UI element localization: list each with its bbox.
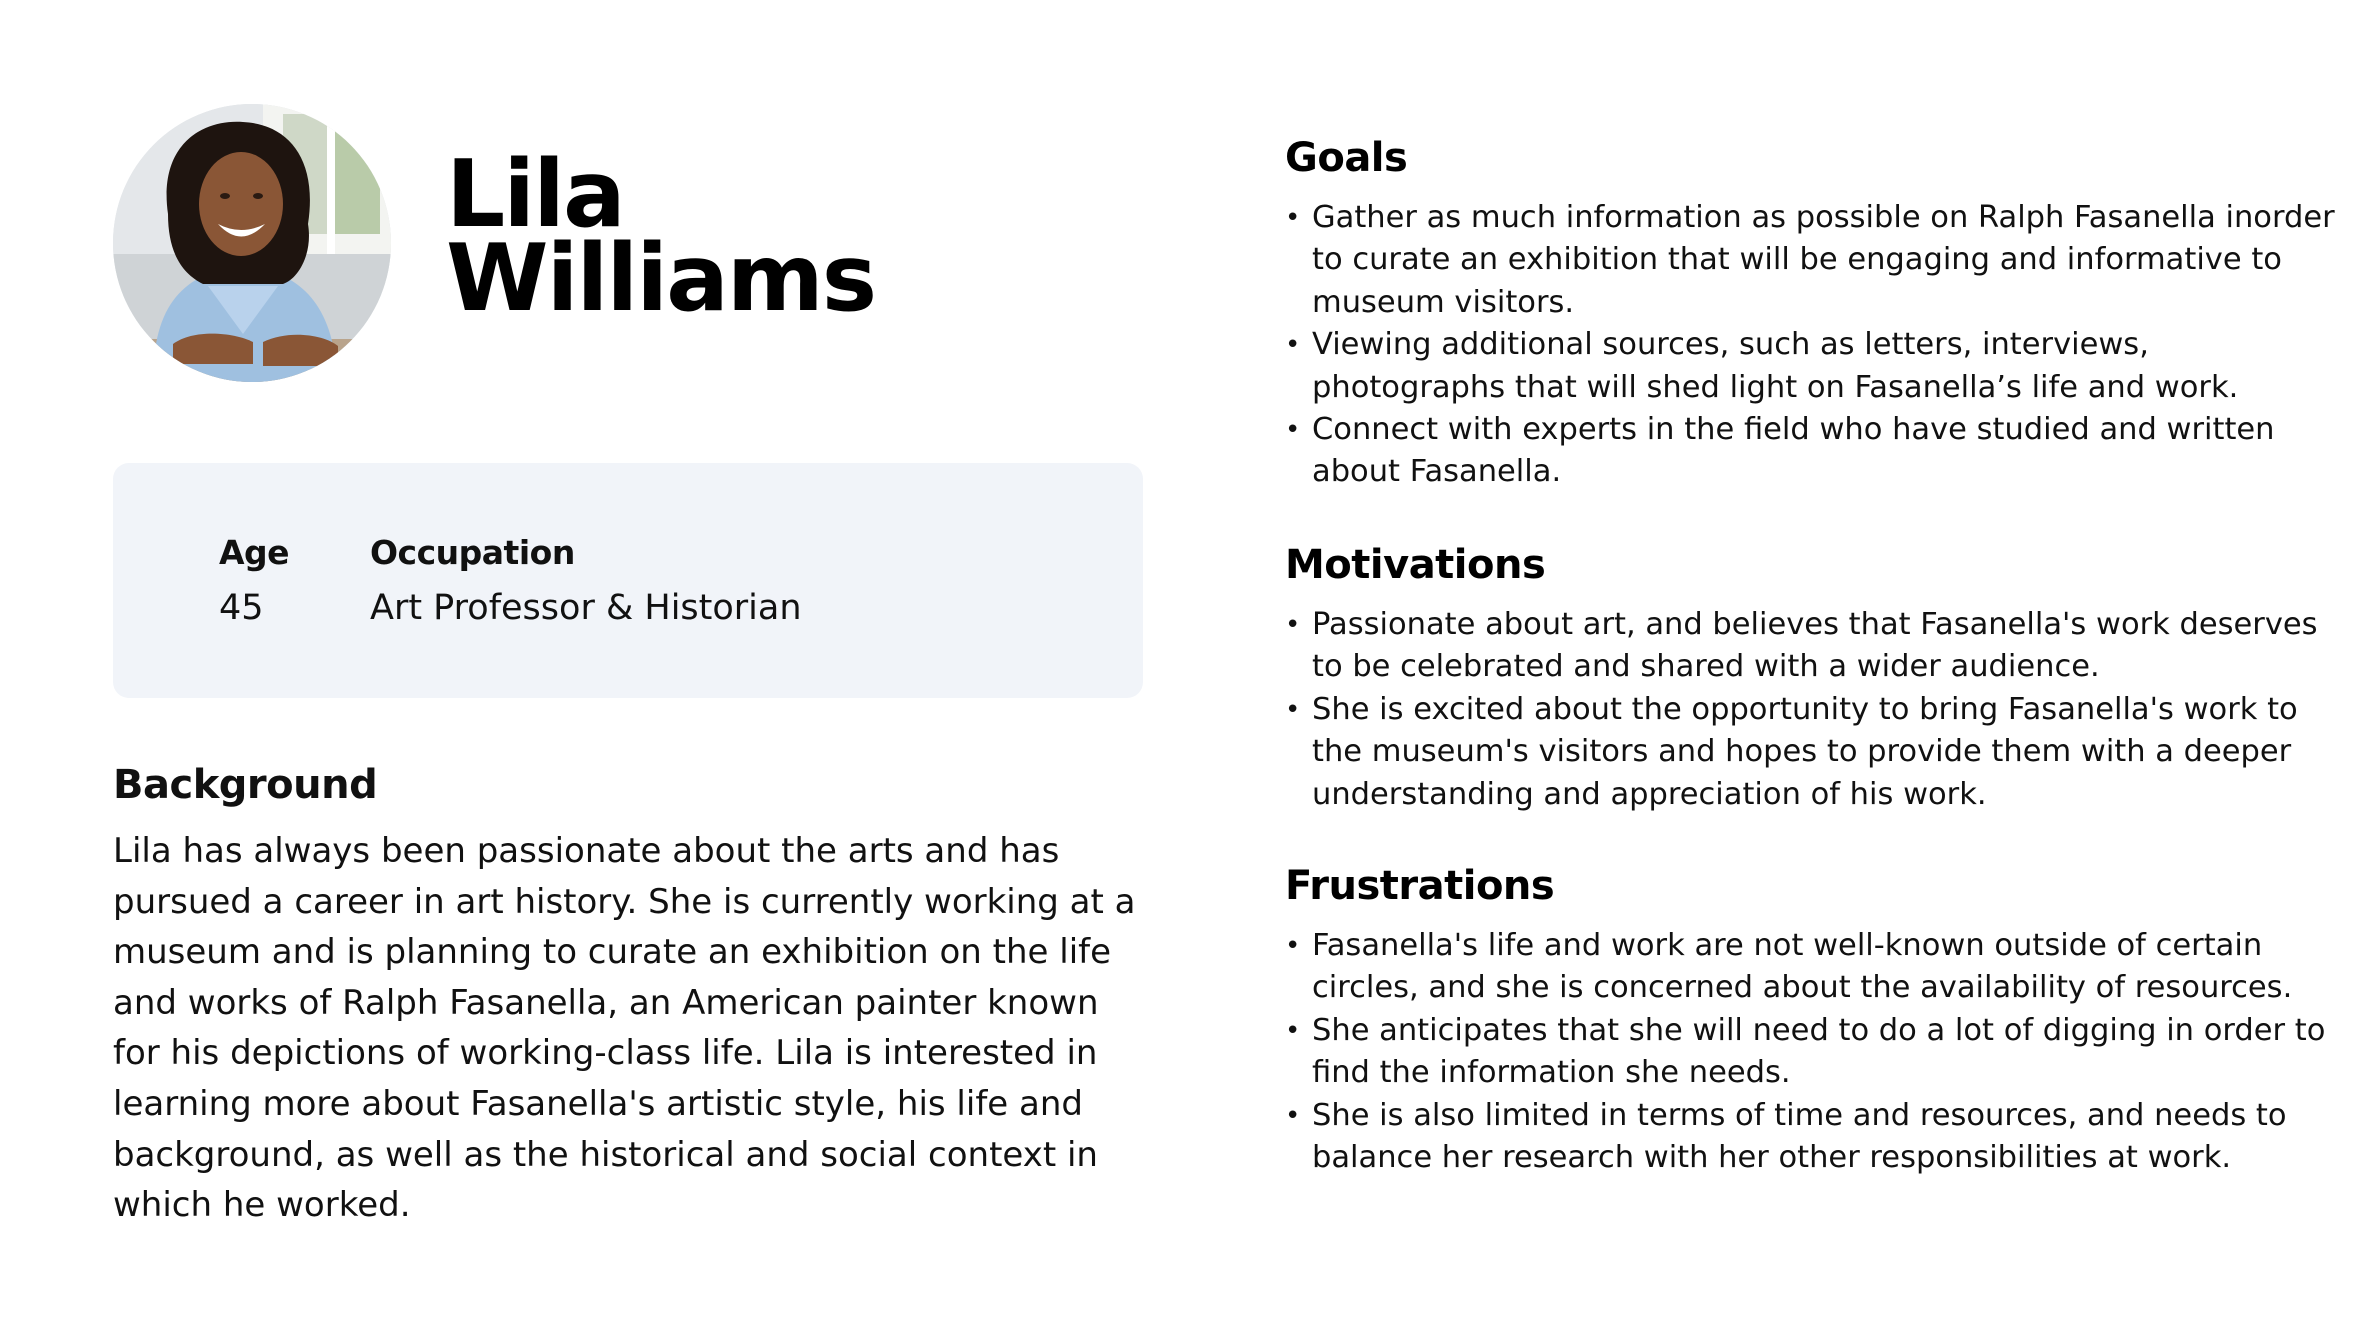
- person-portrait-icon: [113, 104, 391, 382]
- list-item: • Passionate about art, and believes that Fasanella's work deserves to be celebrated and shared with a wider audience.: [1285, 604, 2335, 689]
- list-item: • Connect with experts in the field who have studied and written about Fasanella.: [1285, 409, 2335, 494]
- goals-title: Goals: [1285, 135, 1408, 181]
- persona-first-name: Lila: [446, 140, 624, 248]
- age-field: [219, 533, 289, 629]
- frustrations-section: [1285, 861, 2335, 1179]
- list-item: • She is also limited in terms of time and resources, and needs to balance her research with her other responsibilities at work.: [1285, 1095, 2335, 1180]
- list-item: • Gather as much information as possible on Ralph Fasanella inorder to curate an exhibition that will be engaging and informative to museum visitors.: [1285, 197, 2335, 324]
- persona-name: [446, 140, 876, 332]
- list-item: • Fasanella's life and work are not well-known outside of certain circles, and she is concerned about the availability of resources.: [1285, 925, 2335, 1010]
- persona-last-name: Williams: [446, 224, 876, 332]
- motivations-section: [1285, 540, 2335, 816]
- age-value: 45: [219, 588, 264, 628]
- list-item: • She anticipates that she will need to do a lot of digging in order to find the information she needs.: [1285, 1010, 2335, 1095]
- avatar: [113, 104, 391, 382]
- frustrations-list: [1285, 925, 2335, 1179]
- occupation-label: Occupation: [370, 533, 575, 572]
- frustrations-title: Frustrations: [1285, 863, 1555, 909]
- goals-section: [1285, 133, 2335, 494]
- occupation-field: [370, 533, 802, 629]
- occupation-value: Art Professor & Historian: [370, 588, 802, 628]
- goals-list: [1285, 197, 2335, 494]
- list-item: • She is excited about the opportunity to bring Fasanella's work to the museum's visitors and hopes to provide them with a deeper understanding and appreciation of his work.: [1285, 689, 2335, 816]
- age-label: Age: [219, 533, 290, 572]
- background-title: Background: [113, 762, 378, 808]
- info-card: [113, 463, 1143, 698]
- motivations-title: Motivations: [1285, 542, 1546, 588]
- motivations-list: [1285, 604, 2335, 816]
- background-text: Lila has always been passionate about the arts and has pursued a career in art history. She is currently working at a museum and is planning to curate an exhibition on the life and works of Ralph Fasanella, an American painter known for his depictions of working-class life. Lila is interested in learning more about Fasanella's artistic style, his life and background, as well as the historical and social context in which he worked.: [113, 831, 1136, 1226]
- list-item: • Viewing additional sources, such as letters, interviews, photographs that will shed light on Fasanella’s life and work.: [1285, 324, 2335, 409]
